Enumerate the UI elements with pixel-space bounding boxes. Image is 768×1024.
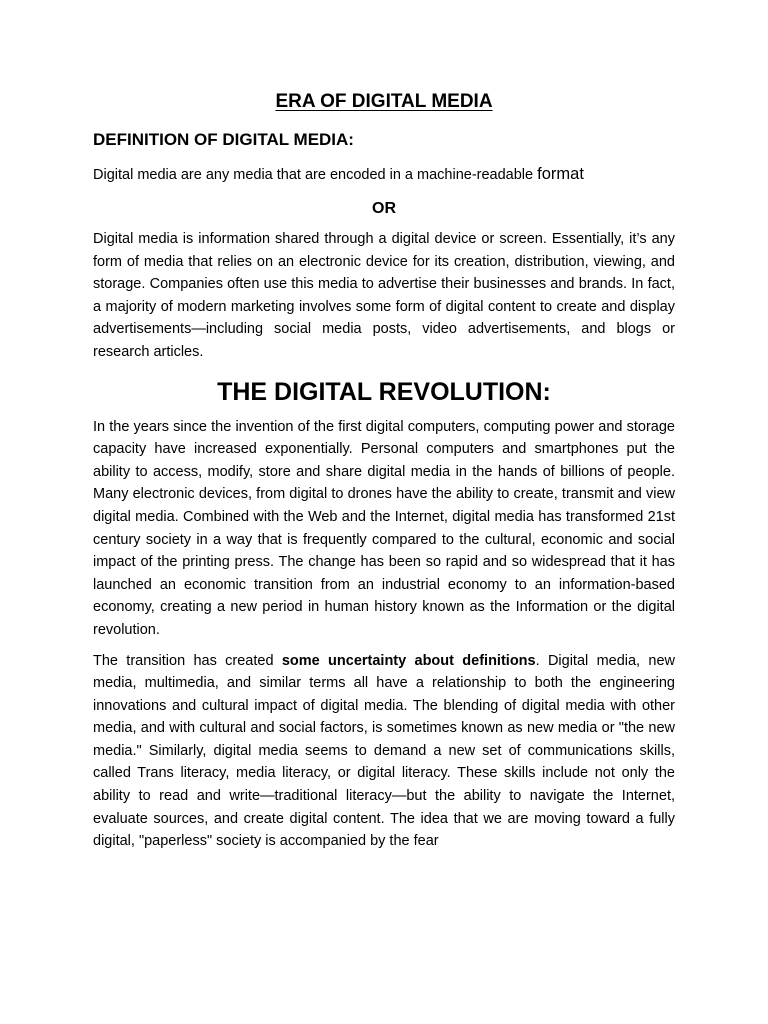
revolution-paragraph: In the years since the invention of the first digital computers, computing power and storage capacity have increased exponentially. Personal computers and smartphones put the ability to access, modify, store and share digital media in the hands of billions of people. Many electronic devices, from digital to drones have the ability to create, transmit and view digital media. Combined with the Web and the Internet, digital media has transformed 21st century society in a way that is frequently compared to the cultural, economic and social impact of the printing press. The change has been so rapid and so widespread that it has launched an economic transition from an industrial economy to an information-based economy, creating a new period in human history known as the Information or the digital revolution. <box>93 418 675 638</box>
document-page <box>93 88 675 861</box>
definition-paragraph: Digital media is information shared through a digital device or screen. Essentially, it’s any form of media that relies on an electronic device for its creation, distribution, viewing, and storage. Companies often use this media to advertise their businesses and brands. In fact, a majority of modern marketing involves some form of digital content to create and display advertisements—including social media posts, video advertisements, and blogs or research articles. <box>93 231 675 360</box>
transition-paragraph-rest: . Digital media, new media, multimedia, and similar terms all have a relationship to both the engineering innovations and cultural impact of digital media. The blending of digital media with other media, and with cultural and social factors, is sometimes known as new media or "the new media." Similarly, digital media seems to demand a new set of communications skills, called Trans literacy, media literacy, or digital literacy. These skills include not only the ability to read and write—traditional literacy—but the ability to navigate the Internet, evaluate sources, and create digital content. The idea that we are moving toward a fully digital, "paperless" society is accompanied by the fear <box>93 652 676 850</box>
definition-line-end: format <box>537 165 584 183</box>
definition-line <box>93 162 675 187</box>
or-separator: OR <box>372 200 396 217</box>
definition-heading: DEFINITION OF DIGITAL MEDIA: <box>93 130 354 149</box>
transition-paragraph-start: The transition has created <box>93 652 282 669</box>
section-title: THE DIGITAL REVOLUTION: <box>217 377 551 406</box>
transition-paragraph-bold: some uncertainty about definitions <box>281 652 536 669</box>
definition-line-start: Digital media are any media that are encoded in a machine-readable <box>93 167 538 183</box>
transition-paragraph <box>93 650 675 853</box>
page-title: ERA OF DIGITAL MEDIA <box>275 91 493 112</box>
